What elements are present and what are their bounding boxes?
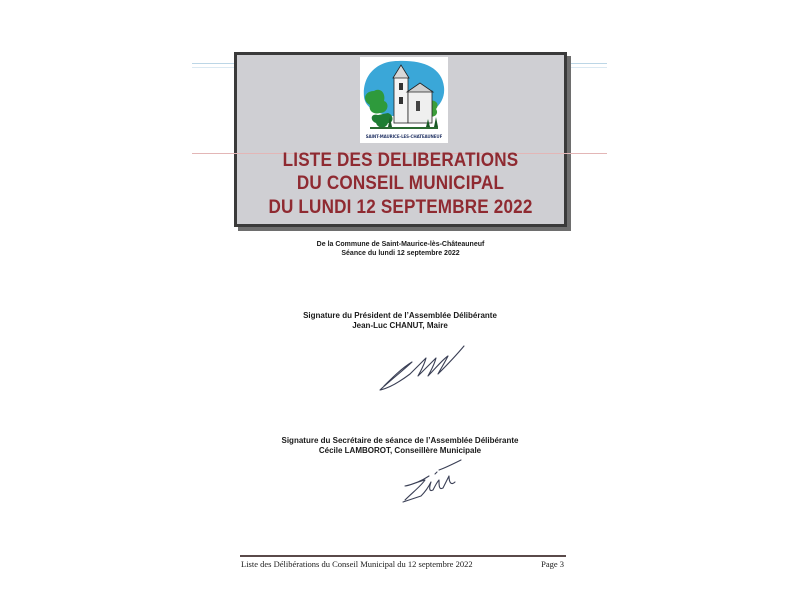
document-title-line-1: LISTE DES DELIBERATIONS xyxy=(282,150,519,171)
church-logo-icon xyxy=(360,57,448,143)
president-name: Jean-Luc CHANUT, Maire xyxy=(352,321,448,330)
page-number: Page 3 xyxy=(541,559,564,569)
secretary-signature-heading: Signature du Secrétaire de séance de l’Assemblée Délibérante xyxy=(281,436,519,445)
footer-title: Liste des Délibérations du Conseil Municipal du 12 septembre 2022 xyxy=(241,559,473,569)
commune-name: De la Commune de Saint-Maurice-lès-Châteauneuf xyxy=(316,241,485,248)
secretary-name: Cécile LAMBOROT, Conseillère Municipale xyxy=(318,446,482,455)
secretary-handwritten-signature xyxy=(395,456,465,506)
commune-logo xyxy=(360,57,448,143)
document-title-line-3: DU LUNDI 12 SEPTEMBRE 2022 xyxy=(268,197,533,218)
document-title-line-2: DU CONSEIL MUNICIPAL xyxy=(296,173,505,194)
footer-rule xyxy=(240,555,566,557)
president-handwritten-signature xyxy=(372,338,472,394)
president-signature-heading: Signature du Président de l’Assemblée Délibérante xyxy=(303,311,497,320)
logo-caption: SAINT-MAURICE-LES-CHATEAUNEUF xyxy=(365,134,443,139)
session-date: Séance du lundi 12 septembre 2022 xyxy=(341,250,460,257)
